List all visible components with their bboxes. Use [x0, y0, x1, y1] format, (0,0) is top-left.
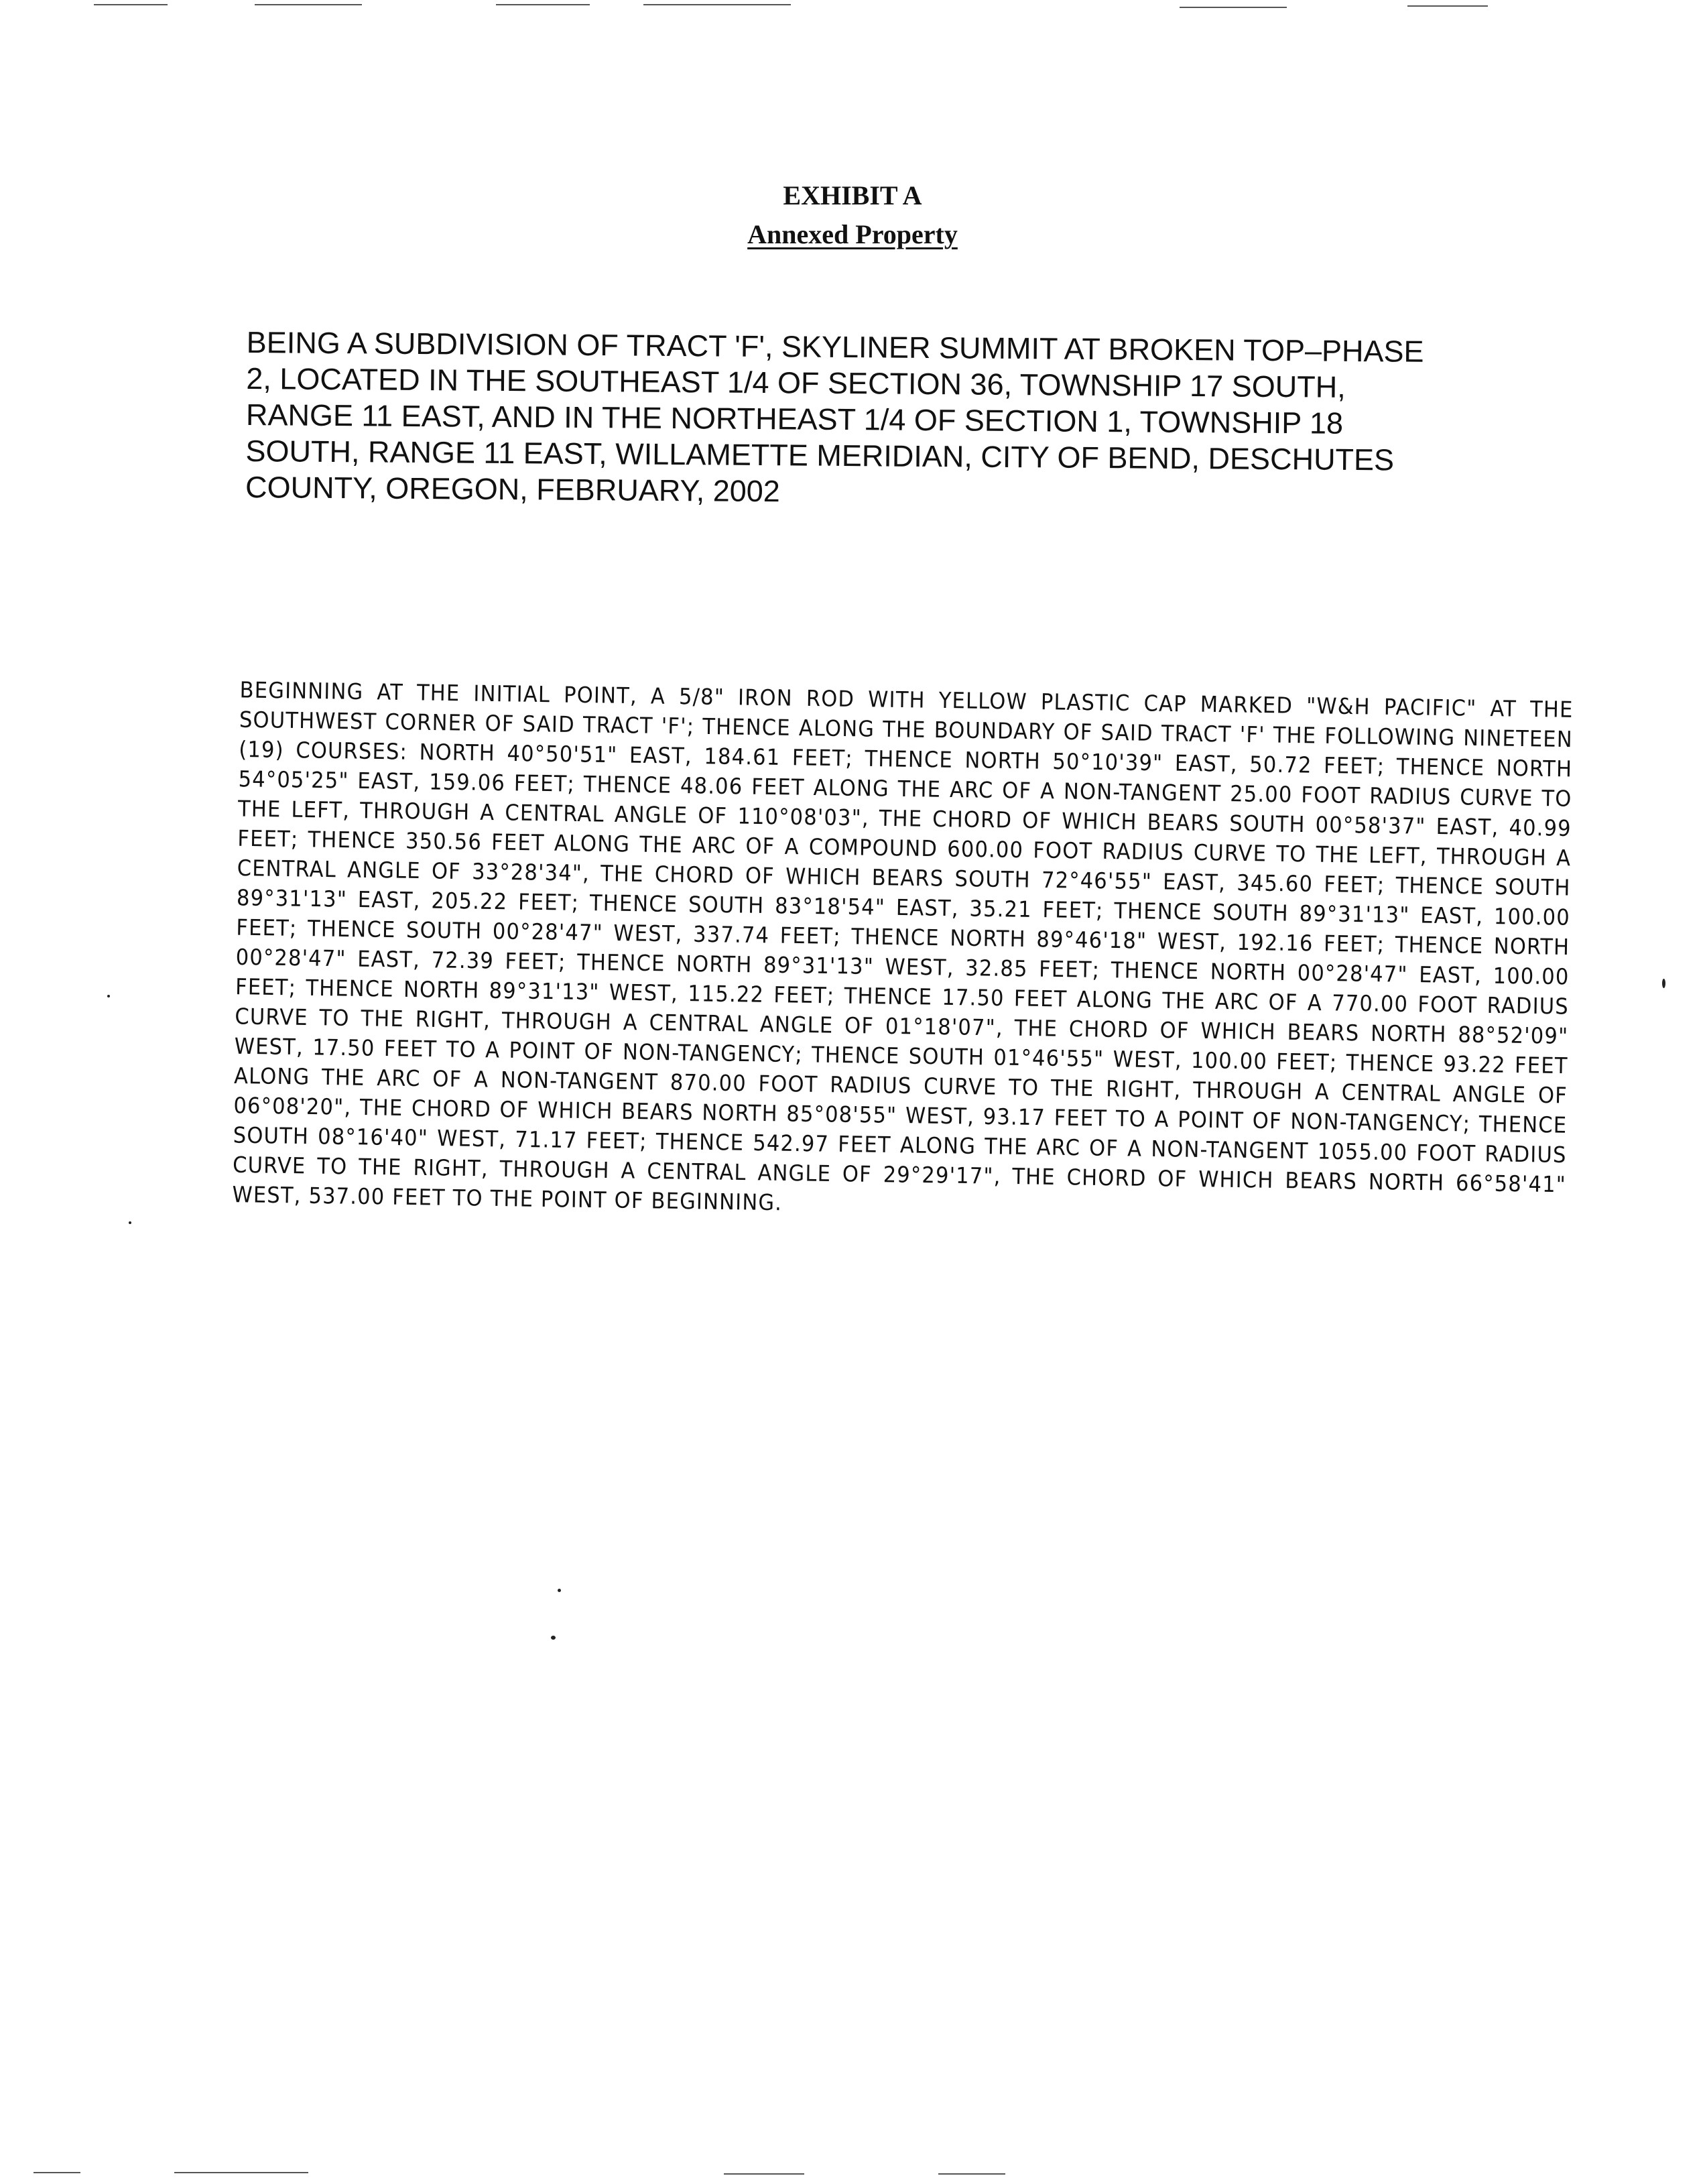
scan-speck [1662, 979, 1665, 988]
exhibit-subtitle: Annexed Property [747, 219, 958, 249]
scan-speck [129, 1221, 131, 1224]
scan-artifact-bottom-1 [34, 2172, 80, 2173]
scan-artifact-top-4 [643, 4, 791, 5]
scan-artifact-bottom-3 [724, 2173, 804, 2175]
tract-description: BEING A SUBDIVISION OF TRACT 'F', SKYLINER SUMMIT AT BROKEN TOP–PHASE 2, LOCATED IN THE SOUTHEAST 1/4 OF SECTION 36, TOWNSHIP 17 SOUTH, RANGE 11 EAST, AND IN THE NORTHEAST 1/4 OF SECTION 1, TOWNSHIP 18 SOUTH, RANGE 11 EAST, WILLAMETTE MERIDIAN, CITY OF BEND, DESCHUTES COUNTY, OREGON, FEBRUARY, 2002 [245, 324, 1424, 509]
scan-artifact-top-1 [94, 4, 168, 5]
scan-speck [551, 1636, 556, 1640]
scan-artifact-bottom-4 [938, 2173, 1005, 2175]
scan-artifact-top-2 [255, 4, 362, 5]
scan-speck [107, 995, 110, 997]
legal-description: BEGINNING AT THE INITIAL POINT, A 5/8" IRON ROD WITH YELLOW PLASTIC CAP MARKED "W&H PACIFIC" AT THE SOUTHWEST CORNER OF SAID TRACT 'F'; THENCE ALONG THE BOUNDARY OF SAID TRACT 'F' THE FOLLOWING NINETEEN (19) COURSES: NORTH 40°50'51" EAST, 184.61 FEET; THENCE NORTH 50°10'39" EAST, 50.72 FEET; THENCE NORTH 54°05'25" EAST, 159.06 FEET; THENCE 48.06 FEET ALONG THE ARC OF A NON-TANGENT 25.00 FOOT RADIUS CURVE TO THE LEFT, THROUGH A CENTRAL ANGLE OF 110°08'03", THE CHORD OF WHICH BEARS SOUTH 00°58'37" EAST, 40.99 FEET; THENCE 350.56 FEET ALONG THE ARC OF A COMPOUND 600.00 FOOT RADIUS CURVE TO THE LEFT, THROUGH A CENTRAL ANGLE OF 33°28'34", THE CHORD OF WHICH BEARS SOUTH 72°46'55" EAST, 345.60 FEET; THENCE SOUTH 89°31'13" EAST, 205.22 FEET; THENCE SOUTH 83°18'54" EAST, 35.21 FEET; THENCE SOUTH 89°31'13" EAST, 100.00 FEET; THENCE SOUTH 00°28'47" WEST, 337.74 FEET; THENCE NORTH 89°46'18" WEST, 192.16 FEET; THENCE NORTH 00°28'47" EAST, 72.39 FEET; THENCE NORTH 89°31'13" WEST, 32.85 FEET; THENCE NORTH 00°28'47" EAST, 100.00 FEET; THENCE NORTH 89°31'13" WEST, 115.22 FEET; THENCE 17.50 FEET ALONG THE ARC OF A 770.00 FOOT RADIUS CURVE TO THE RIGHT, THROUGH A CENTRAL ANGLE OF 01°18'07", THE CHORD OF WHICH BEARS NORTH 88°52'09" WEST, 17.50 FEET TO A POINT OF NON-TANGENCY; THENCE SOUTH 01°46'55" WEST, 100.00 FEET; THENCE 93.22 FEET ALONG THE ARC OF A NON-TANGENT 870.00 FOOT RADIUS CURVE TO THE RIGHT, THROUGH A CENTRAL ANGLE OF 06°08'20", THE CHORD OF WHICH BEARS NORTH 85°08'55" WEST, 93.17 FEET TO A POINT OF NON-TANGENCY; THENCE SOUTH 08°16'40" WEST, 71.17 FEET; THENCE 542.97 FEET ALONG THE ARC OF A NON-TANGENT 1055.00 FOOT RADIUS CURVE TO THE RIGHT, THROUGH A CENTRAL ANGLE OF 29°29'17", THE CHORD OF WHICH BEARS NORTH 66°58'41" WEST, 537.00 FEET TO THE POINT OF BEGINNING. [232, 678, 1574, 1216]
scan-artifact-top-3 [496, 4, 590, 5]
scan-artifact-top-6 [1407, 5, 1488, 7]
scan-artifact-top-5 [1180, 7, 1287, 8]
scan-speck [558, 1589, 561, 1592]
scan-artifact-bottom-2 [174, 2172, 308, 2173]
exhibit-title: EXHIBIT A [783, 180, 922, 210]
